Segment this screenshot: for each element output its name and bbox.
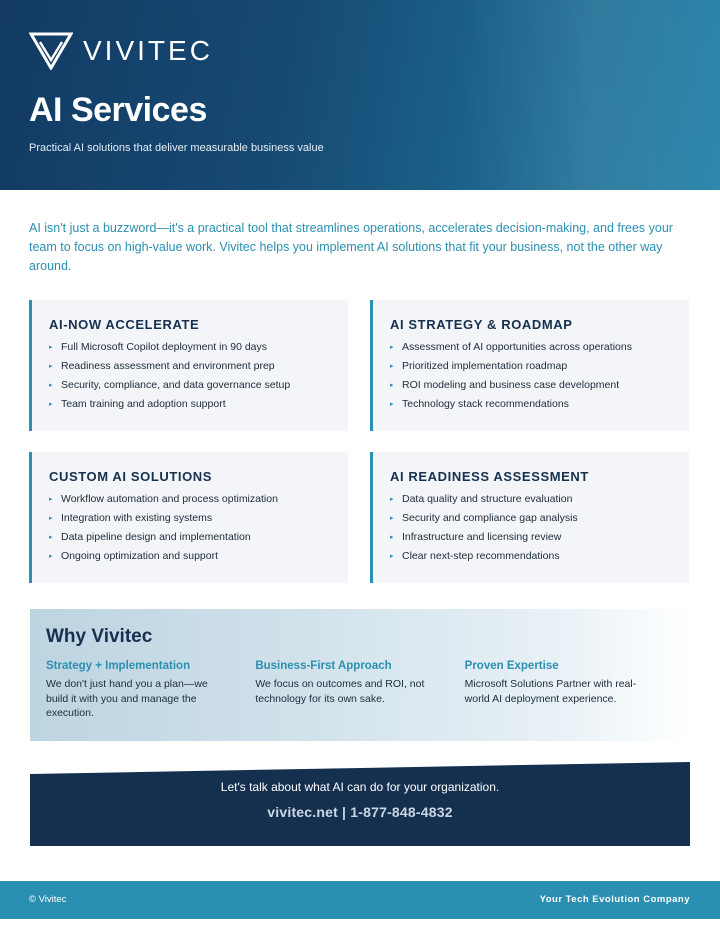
list-item-text: Infrastructure and licensing review [402, 531, 562, 543]
hero-banner [0, 0, 720, 190]
service-card-title: AI READINESS ASSESSMENT [390, 469, 589, 484]
cta-banner [30, 762, 690, 846]
why-column-heading: Proven Expertise [464, 660, 559, 672]
list-item [390, 528, 679, 547]
why-column-text: We don't just hand you a plan—we build it with you and manage the execution. [46, 678, 208, 719]
why-title: Why Vivitec [46, 626, 153, 647]
triangle-bullet-icon: ▸ [390, 363, 394, 370]
list-item-text: Prioritized implementation roadmap [402, 360, 568, 372]
why-column-text: We focus on outcomes and ROI, not technology for its own sake. [255, 678, 425, 705]
service-card-list [49, 490, 338, 566]
why-column-heading: Business-First Approach [255, 660, 392, 672]
list-item [390, 376, 679, 395]
triangle-bullet-icon: ▸ [49, 553, 53, 560]
logo [29, 32, 213, 70]
list-item [390, 395, 679, 414]
logo-text: VIVITEC [83, 35, 213, 66]
list-item-text: Assessment of AI opportunities across operations [402, 341, 632, 353]
why-column-heading: Strategy + Implementation [46, 660, 191, 672]
list-item [49, 528, 338, 547]
list-item [390, 338, 679, 357]
cta-contact[interactable]: vivitec.net | 1-877-848-4832 [267, 804, 453, 820]
service-card-title: AI-NOW ACCELERATE [49, 317, 200, 332]
service-card-title: CUSTOM AI SOLUTIONS [49, 469, 213, 484]
triangle-bullet-icon: ▸ [49, 382, 53, 389]
triangle-bullet-icon: ▸ [49, 401, 53, 408]
list-item [390, 357, 679, 376]
service-card-list [390, 338, 679, 414]
footer [0, 881, 720, 919]
triangle-bullet-icon: ▸ [49, 534, 53, 541]
list-item [49, 395, 338, 414]
list-item-text: Technology stack recommendations [402, 398, 569, 410]
footer-copyright: © Vivitec [29, 894, 67, 905]
triangle-bullet-icon: ▸ [49, 344, 53, 351]
intro-paragraph: AI isn't just a buzzword—it's a practical tool that streamlines operations, accelerates decision-making, and frees your team to focus on high-value work. Vivitec helps you implement AI solutions that fit your business, not the other way around. [29, 221, 673, 273]
service-card-strategy [370, 300, 689, 431]
list-item-text: Workflow automation and process optimization [61, 493, 278, 505]
list-item [390, 490, 679, 509]
service-card-readiness [370, 452, 689, 583]
list-item-text: Integration with existing systems [61, 512, 213, 524]
triangle-bullet-icon: ▸ [390, 553, 394, 560]
triangle-bullet-icon: ▸ [390, 401, 394, 408]
list-item [49, 490, 338, 509]
why-column [465, 660, 674, 721]
list-item [49, 376, 338, 395]
v-triangle-logo-icon [29, 32, 73, 70]
list-item-text: Clear next-step recommendations [402, 550, 560, 562]
list-item [390, 547, 679, 566]
triangle-bullet-icon: ▸ [49, 515, 53, 522]
service-card-title: AI STRATEGY & ROADMAP [390, 317, 573, 332]
why-column [46, 660, 255, 721]
list-item-text: ROI modeling and business case development [402, 379, 620, 391]
service-card-list [49, 338, 338, 414]
service-card-custom [29, 452, 348, 583]
list-item-text: Security and compliance gap analysis [402, 512, 578, 524]
list-item-text: Full Microsoft Copilot deployment in 90 days [61, 341, 268, 353]
list-item-text: Ongoing optimization and support [61, 550, 219, 562]
service-card-ai-now [29, 300, 348, 431]
list-item-text: Security, compliance, and data governance setup [61, 379, 291, 391]
triangle-bullet-icon: ▸ [390, 344, 394, 351]
why-section [30, 609, 690, 741]
hero-sheen [460, 0, 720, 190]
page-subtitle: Practical AI solutions that deliver measurable business value [29, 142, 324, 154]
footer-tagline: Your Tech Evolution Company [539, 894, 690, 905]
triangle-bullet-icon: ▸ [390, 382, 394, 389]
list-item-text: Readiness assessment and environment prep [61, 360, 275, 372]
triangle-bullet-icon: ▸ [49, 496, 53, 503]
page-title: AI Services [29, 91, 207, 129]
list-item-text: Team training and adoption support [61, 398, 226, 410]
why-column [255, 660, 464, 721]
triangle-bullet-icon: ▸ [390, 515, 394, 522]
list-item [49, 509, 338, 528]
list-item [49, 357, 338, 376]
list-item-text: Data pipeline design and implementation [61, 531, 251, 543]
why-column-text: Microsoft Solutions Partner with real-world AI deployment experience. [464, 678, 637, 705]
list-item [390, 509, 679, 528]
service-card-list [390, 490, 679, 566]
list-item [49, 338, 338, 357]
triangle-bullet-icon: ▸ [390, 496, 394, 503]
triangle-bullet-icon: ▸ [390, 534, 394, 541]
triangle-bullet-icon: ▸ [49, 363, 53, 370]
list-item-text: Data quality and structure evaluation [402, 493, 573, 505]
list-item [49, 547, 338, 566]
why-columns [46, 660, 674, 721]
cta-text: Let's talk about what AI can do for your organization. [220, 780, 500, 794]
